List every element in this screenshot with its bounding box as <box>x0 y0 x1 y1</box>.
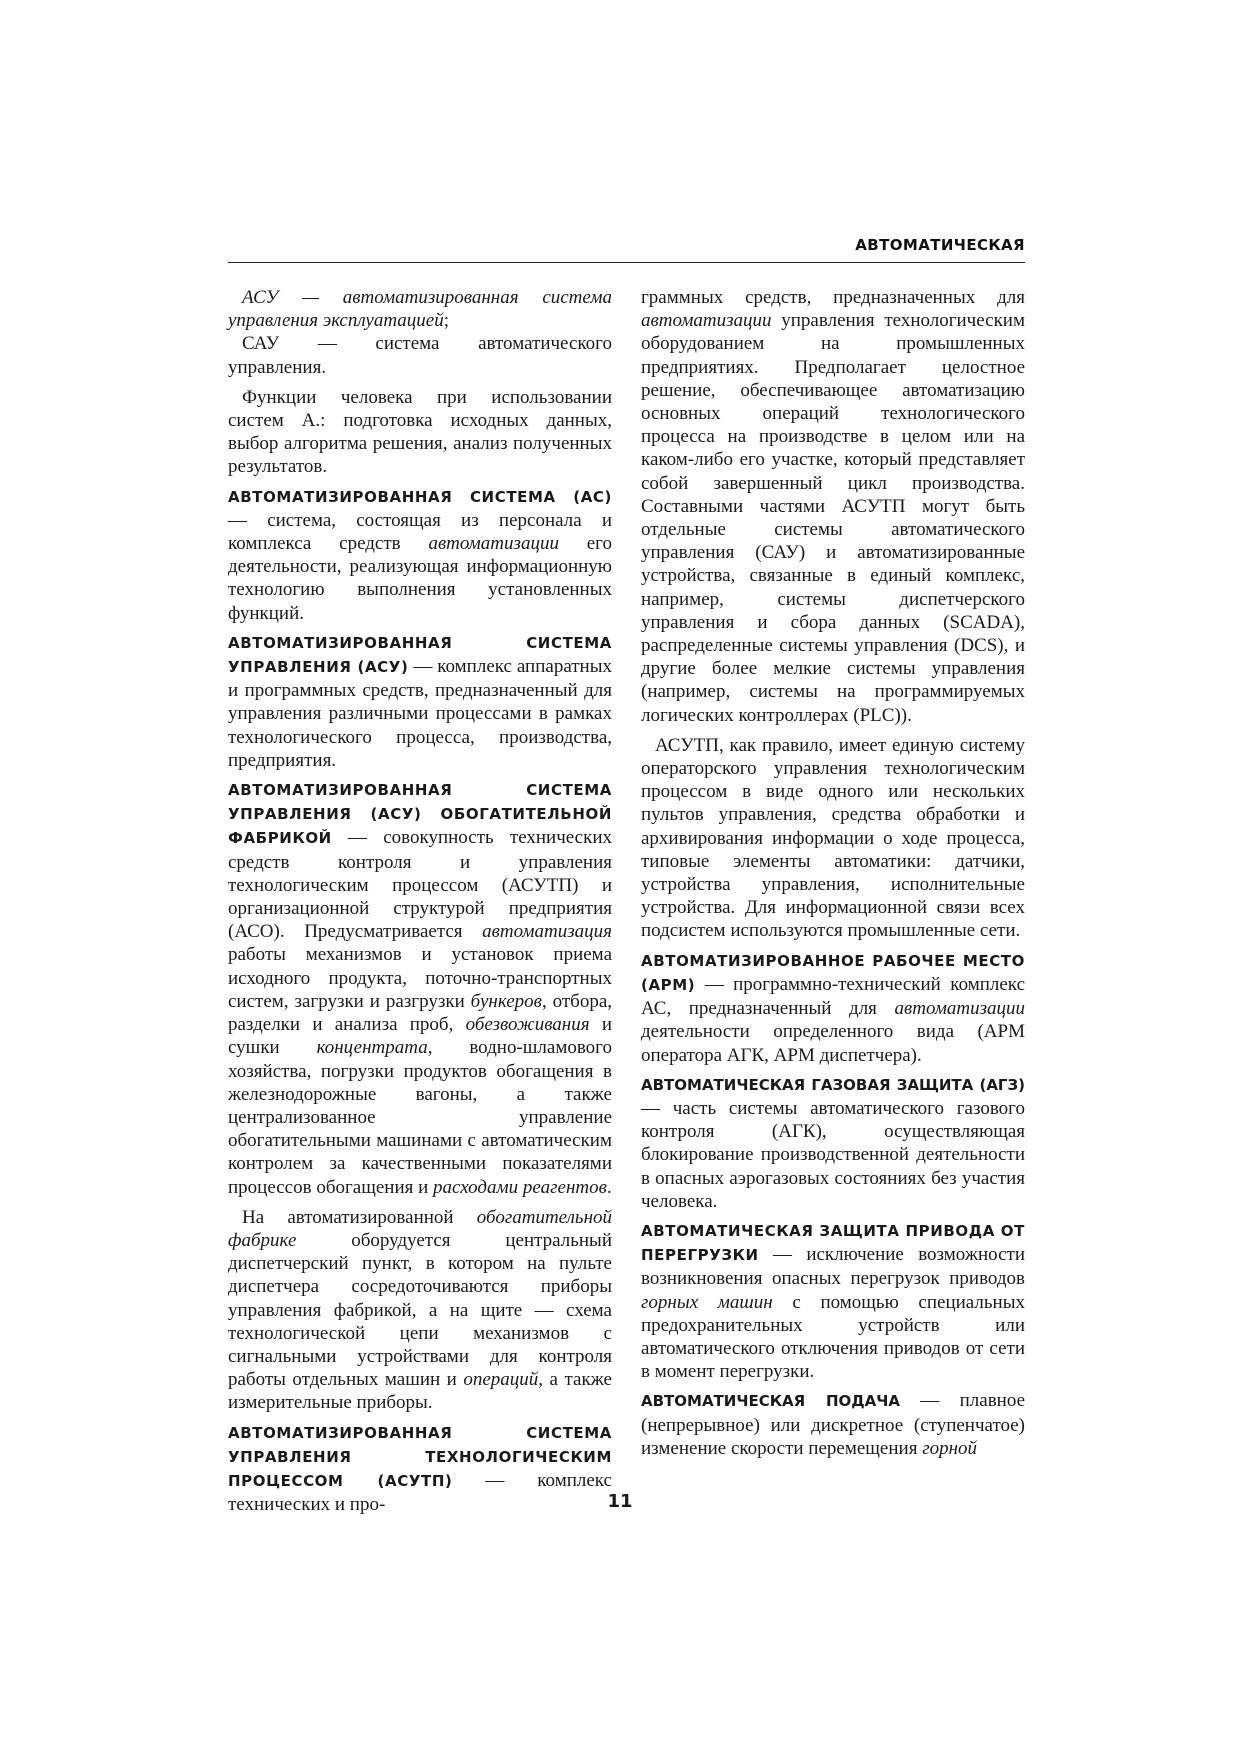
entry-agz: АВТОМАТИЧЕСКАЯ ГАЗОВАЯ ЗАЩИТА (АГЗ) — часть системы автоматического газового контроля (АГК), осуществляющая блокирование производственной деятельности в опасных аэрогазовых состояниях без участия человека. <box>641 1075 1025 1212</box>
entry-term: АВТОМАТИЗИРОВАННОЕ РАБОЧЕЕ МЕСТО (АРМ) <box>641 951 1025 994</box>
header-rule <box>228 262 1025 263</box>
entry-asu-obogatitelnoy-fabrikoy: АВТОМАТИЗИРОВАННАЯ СИСТЕМА УПРАВЛЕНИЯ (АСУ) ОБОГАТИТЕЛЬНОЙ ФАБРИКОЙ — совокупность технических средств контроля и управления технологическим процессом (АСУТП) и организационной структурой предприятия (АСО). Предусматривается автоматизация работы механизмов и установок приема исходного продукта, поточно-транспортных систем, загрузки и разгрузки бункеров, отбора, разделки и анализа проб, обезвоживания и сушки концентрата, водно-шламового хозяйства, погрузки продуктов обогащения в железнодорожные вагоны, а также централизованное управление обогатительными машинами с автоматическим контролем за качественными показателями процессов обогащения и расходами реагентов. <box>228 781 613 1198</box>
page-number: 11 <box>607 1491 633 1512</box>
entry-zashchita-privoda: АВТОМАТИЧЕСКАЯ ЗАЩИТА ПРИВОДА ОТ ПЕРЕГРУЗКИ — исключение возможности возникновения опасных перегрузок приводов горных машин с помощью специальных предохранительных устройств или автоматического отключения приводов от сети в момент перегрузки. <box>641 1221 1025 1383</box>
entry-term: АВТОМАТИЗИРОВАННАЯ СИСТЕМА УПРАВЛЕНИЯ (АСУ) ОБОГАТИТЕЛЬНОЙ ФАБРИКОЙ <box>228 781 612 848</box>
asutp-continuation: граммных средств, предназначенных для автоматизации управления технологическим оборудованием на промышленных предприятиях. Предполагает целостное решение, обеспечивающее автоматизацию основных операций технологического процесса на производстве в целом или на каком-либо его участке, который представляет собой завершенный цикл производства. Составными частями АСУТП могут быть отдельные системы автоматического управления (САУ) и автоматизированные устройства, связанные в единый комплекс, например, системы диспетчерского управления и сбора данных (SCADA), распределенные системы управления (DCS), и другие более мелкие системы управления (например, системы на программируемых логических контроллерах (PLC)). <box>641 287 1025 726</box>
entry-term: АВТОМАТИЗИРОВАННАЯ СИСТЕМА (АС) <box>228 487 612 506</box>
asutp-paragraph: АСУТП, как правило, имеет единую систему операторского управления технологическим процессом в виде одного или нескольких пультов управления, средства обработки и архивирования информации о ходе процесса, типовые элементы автоматики: датчики, устройства управления, исполнительные устройства. Для информационной связи всех подсистем используются промышленные сети. <box>641 734 1025 942</box>
running-head: АВТОМАТИЧЕСКАЯ <box>855 236 1025 254</box>
entry-term: АВТОМАТИЧЕСКАЯ ПОДАЧА <box>641 1392 900 1411</box>
entry-term: АВТОМАТИЗИРОВАННАЯ СИСТЕМА УПРАВЛЕНИЯ (АСУ) <box>228 633 612 677</box>
abbrev-asu: АСУ — автоматизированная система управления эксплуатацией; <box>228 287 612 332</box>
entry-asutp: АВТОМАТИЗИРОВАННАЯ СИСТЕМА УПРАВЛЕНИЯ ТЕХНОЛОГИЧЕСКИМ ПРОЦЕССОМ (АСУТП) — комплекс технических и про- <box>228 1423 612 1516</box>
fabrika-paragraph: На автоматизированной обогатительной фабрике оборудуется центральный диспетчерский пункт, в котором на пульте диспетчера сосредоточиваются приборы управления фабрикой, а на щите — схема технологической цепи механизмов с сигнальными устройствами для контроля работы отдельных машин и операций, а также измерительные приборы. <box>228 1206 612 1414</box>
entry-term: АВТОМАТИЗИРОВАННАЯ СИСТЕМА УПРАВЛЕНИЯ ТЕХНОЛОГИЧЕСКИМ ПРОЦЕССОМ (АСУТП) <box>228 1423 612 1490</box>
right-column <box>641 286 1025 1460</box>
abbrev-sau: САУ — система автоматического управления. <box>228 333 612 378</box>
entry-avtomaticheskaya-podacha: АВТОМАТИЧЕСКАЯ ПОДАЧА — плавное (непрерывное) или дискретное (ступенчатое) изменение скорости перемещения горной <box>641 1390 1025 1459</box>
left-column <box>228 286 612 1516</box>
entry-arm: АВТОМАТИЗИРОВАННОЕ РАБОЧЕЕ МЕСТО (АРМ) — программно-технический комплекс АС, предназначенный для автоматизации деятельности определенного вида (АРМ оператора АГК, АРМ диспетчера). <box>641 951 1025 1066</box>
entry-as: АВТОМАТИЗИРОВАННАЯ СИСТЕМА (АС) — система, состоящая из персонала и комплекса средств автоматизации его деятельности, реализующая информационную технологию выполнения установленных функций. <box>228 487 612 624</box>
entry-term: АВТОМАТИЧЕСКАЯ ГАЗОВАЯ ЗАЩИТА (АГЗ) <box>641 1075 1025 1094</box>
functions-paragraph: Функции человека при использовании систем А.: подготовка исходных данных, выбор алгоритма решения, анализ полученных результатов. <box>228 386 612 478</box>
entry-asu: АВТОМАТИЗИРОВАННАЯ СИСТЕМА УПРАВЛЕНИЯ (АСУ) — комплекс аппаратных и программных средств, предназначенный для управления различными процессами в рамках технологического процесса, производства, предприятия. <box>228 633 612 771</box>
entry-term: АВТОМАТИЧЕСКАЯ ЗАЩИТА ПРИВОДА ОТ ПЕРЕГРУЗКИ <box>641 1221 1025 1265</box>
